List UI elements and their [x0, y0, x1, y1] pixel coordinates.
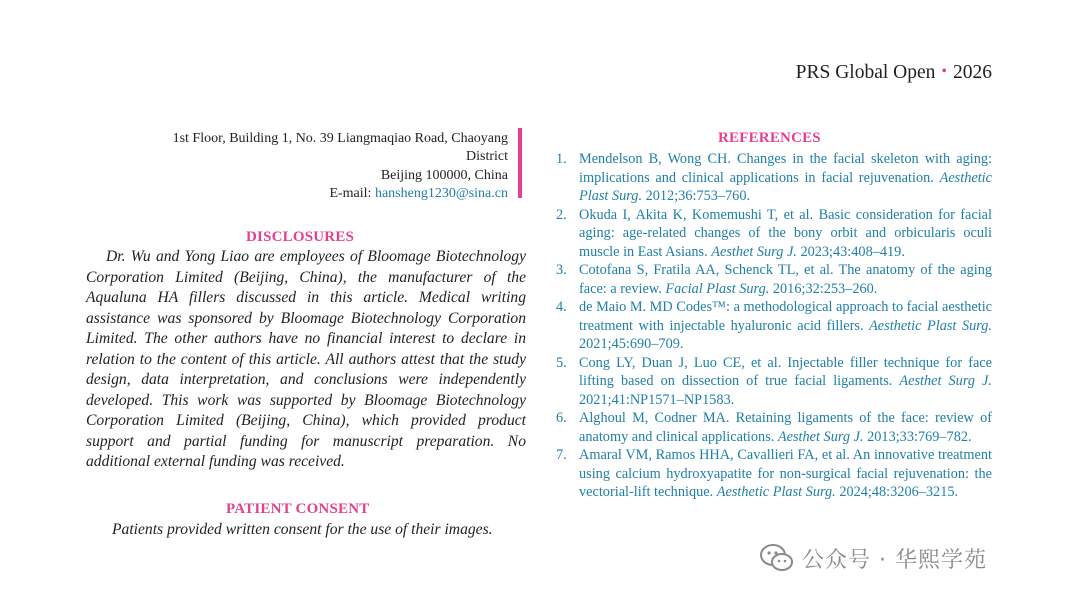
- reference-item[interactable]: [556, 261, 992, 298]
- reference-citation: 2016;32:253–260.: [769, 280, 878, 297]
- reference-item[interactable]: [556, 206, 992, 262]
- reference-citation: 2021;45:690–709.: [579, 336, 684, 352]
- reference-number: 5.: [556, 354, 567, 371]
- header-separator: •: [941, 63, 947, 80]
- address-line-1: 1st Floor, Building 1, No. 39 Liangmaqiao Road, Chaoyang: [172, 131, 508, 146]
- reference-number: 7.: [556, 447, 567, 463]
- reference-text: Alghoul M, Codner MA. Retaining ligaments of the face: review of anatomy and clinical applications.: [579, 410, 992, 445]
- reference-journal: Aesthetic Plast Surg.: [716, 484, 836, 500]
- reference-number: 1.: [556, 151, 567, 167]
- journal-name: PRS Global Open: [795, 62, 936, 83]
- disclosures-heading: DISCLOSURES: [246, 229, 355, 245]
- email-link[interactable]: hansheng1230@sina.cn: [374, 185, 508, 201]
- address-email-row: [108, 185, 508, 203]
- reference-number: 6.: [556, 410, 567, 426]
- address-line-2: District: [466, 149, 508, 165]
- reference-citation: 2012;36:753–760.: [642, 188, 751, 204]
- address-line-3: Beijing 100000, China: [380, 167, 508, 183]
- reference-item[interactable]: [556, 446, 992, 502]
- reference-text: Amaral VM, Ramos HHA, Cavallieri FA, et al. An innovative treatment using calcium hydroxyapatite for non-surgical facial rejuvenation: the vectorial-lift technique.: [579, 447, 992, 500]
- reference-citation: 2013;33:769–782.: [863, 428, 972, 445]
- reference-text: Cong LY, Duan J, Luo CE, et al. Injectable filler technique for face lifting based on dissection of true facial ligaments.: [579, 354, 992, 389]
- reference-journal: Aesthet Surg J.: [711, 243, 797, 260]
- disclosures-text: Dr. Wu and Yong Liao are employees of Bloomage Biotechnology Corporation Limited (Beijing, China), the manufacturer of the Aqualuna HA fillers discussed in this article. Medical writing assistance was sponsored by Bloomage Biotechnology Corporation Limited. The other authors have no financial interest to declare in relation to the content of this article. All authors attest that the study design, data interpretation, and conclusions were independently developed. This work was supported by Bloomage Biotechnology Corporation Limited (Beijing, China), which provided product support and partial funding for manuscript preparation. No additional external funding was received.: [86, 248, 526, 470]
- reference-number: 4.: [556, 299, 567, 315]
- reference-journal: Aesthetic Plast Surg.: [579, 169, 992, 204]
- wechat-icon: [760, 543, 794, 573]
- journal-header: [796, 62, 992, 84]
- watermark-text: 公众号 · 华熙学苑: [802, 547, 987, 573]
- wechat-watermark: [760, 540, 987, 576]
- journal-year: 2026: [953, 62, 992, 83]
- reference-text: de Maio M. MD Codes™: a methodological approach to facial aesthetic treatment with injectable hyaluronic acid fillers.: [579, 299, 993, 334]
- reference-item[interactable]: [556, 409, 992, 446]
- reference-text: Mendelson B, Wong CH. Changes in the facial skeleton with aging: implications and clinical applications in facial rejuvenation.: [579, 151, 992, 186]
- reference-journal: Aesthet Surg J.: [777, 428, 864, 445]
- references-heading: REFERENCES: [718, 130, 821, 146]
- email-label: E-mail:: [329, 185, 375, 201]
- reference-item[interactable]: [556, 150, 992, 206]
- accent-bar: [518, 128, 522, 198]
- reference-number: 2.: [556, 206, 567, 223]
- reference-item[interactable]: [556, 298, 992, 354]
- reference-journal: Facial Plast Surg.: [665, 280, 770, 297]
- reference-item[interactable]: [556, 354, 992, 410]
- reference-text: Cotofana S, Fratila AA, Schenck TL, et al. The anatomy of the aging face: a review.: [579, 262, 992, 297]
- patient-consent-text: Patients provided written consent for the use of their images.: [112, 521, 493, 538]
- references-list: [556, 150, 992, 502]
- reference-citation: 2024;48:3206–3215.: [835, 484, 959, 500]
- reference-number: 3.: [556, 262, 567, 278]
- reference-text: Okuda I, Akita K, Komemushi T, et al. Basic consideration for facial aging: age-related changes of the bony orbit and orbicularis oculi muscle in East Asians.: [579, 206, 992, 260]
- reference-journal: Aesthetic Plast Surg.: [869, 317, 992, 334]
- reference-journal: Aesthet Surg J.: [899, 373, 992, 389]
- patient-consent-heading: PATIENT CONSENT: [226, 501, 370, 517]
- author-address: [108, 130, 508, 203]
- reference-citation: 2023;43:408–419.: [796, 243, 905, 260]
- reference-citation: 2021;41:NP1571–NP1583.: [579, 391, 735, 408]
